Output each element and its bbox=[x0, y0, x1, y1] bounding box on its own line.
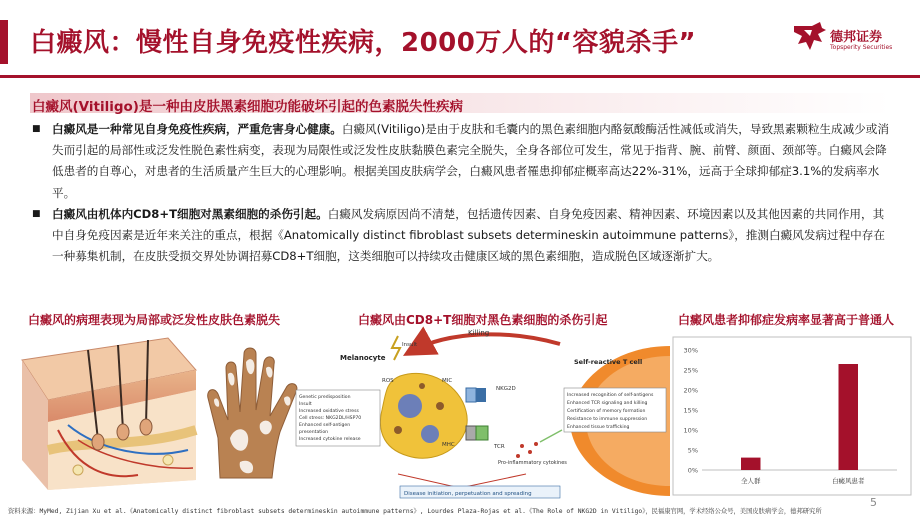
bullet-text: 白癜风(Vitiligo)是由于皮肤和毛囊内的黑色素细胞内酪氨酸酶活性减低或消失，导致黑素颗粒生成减少或消失而引起的局部性或泛发性脱色素性病变，表现为局限性或泛发性皮肤黏膜色素完全脱失，全身各部位可发生，常见于指背、腕、前臂、颜面、颈部等。白癜风会降低患者的自尊心，对患者的生活质量产生巨大的心理影响。根据美国皮肤病学会，白癜风患者罹患抑郁症概率高达22%-31%，远高于全球抑郁症3.1%的发病率水平。 bbox=[52, 122, 889, 200]
depression-rate-bar-chart bbox=[672, 336, 912, 496]
bullet-lead: 白癜风是一种常见自身免疫性疾病，严重危害身心健康。 bbox=[52, 122, 342, 136]
figure-caption-pathology: 白癜风的病理表现为局部或泛发性皮肤色素脱失 bbox=[28, 313, 281, 327]
diagram-left-box-line: presentation bbox=[299, 430, 329, 435]
diagram-left-box-line: Genetic predisposition bbox=[299, 395, 351, 400]
logo-text-en: Topsperity Securities bbox=[830, 44, 893, 51]
logo-text-cn: 德邦证券 bbox=[830, 30, 883, 45]
bullet-lead: 白癜风由机体内CD8+T细胞对黑素细胞的杀伤引起。 bbox=[52, 206, 328, 221]
diagram-bottom-banner: Disease initiation, perpetuation and spreading bbox=[404, 491, 532, 497]
diagram-label-cytokines: Pro-inflammatory cytokines bbox=[498, 460, 567, 466]
square-bullet-icon: ■ bbox=[32, 124, 41, 134]
page-title: 白癜风：慢性自身免疫性疾病，2000万人的“容貌杀手” bbox=[30, 28, 697, 58]
diagram-label-insult: Insult bbox=[402, 342, 418, 348]
diagram-right-box-line: Resistance to immune suppression bbox=[567, 417, 648, 422]
header-divider bbox=[0, 75, 920, 78]
y-tick-label: 30% bbox=[683, 346, 698, 355]
y-tick-label: 20% bbox=[683, 386, 698, 395]
y-tick-label: 15% bbox=[683, 406, 698, 415]
figure-caption-chart: 白癜风患者抑郁症发病率显著高于普通人 bbox=[678, 313, 895, 327]
chart-bar bbox=[839, 364, 859, 470]
diagram-right-box-line: Enhanced TCR signaling and killing bbox=[567, 401, 648, 406]
diagram-left-box-line: Cell stress: NKG2DL/HSP70 bbox=[299, 416, 362, 421]
diagram-left-box-line: Enhanced self-antigen bbox=[299, 423, 351, 428]
diagram-label-mhc: MHC bbox=[442, 442, 455, 448]
y-tick-label: 5% bbox=[687, 446, 698, 455]
chart-bar bbox=[741, 458, 761, 470]
diagram-label-melanocyte: Melanocyte bbox=[340, 354, 386, 362]
company-logo bbox=[792, 20, 892, 60]
bullet-text: 白癜风发病原因尚不清楚，包括遗传因素、自身免疫因素、精神因素、环境因素以及其他因素的共同作用，其中自身免疫因素是近年来关注的重点，根据《Anatomically distinct fibroblast subsets determineskin autoimmune patterns》，推测白癜风发病过程中存在一种募集机制，在皮肤受损交界处协调招募CD8+T细胞，这类细胞可以持续攻击健康区域的黑色素细胞，造成脱色区域逐渐扩大。 bbox=[52, 206, 885, 264]
source-footnote: 资料来源：MyMed, Zijian Xu et al.《Anatomically distinct fibroblast subsets determineskin autoimmune patterns》, Lourdes Plaza-Rojas et al.《The Role of NKG2D in Vitiligo》，民福康官网，学术经络公众号，美国皮肤病学会，德邦研究所 bbox=[8, 508, 822, 515]
chart-frame bbox=[673, 337, 911, 495]
diagram-label-nkg2d: NKG2D bbox=[496, 386, 516, 392]
diagram-left-box-line: Insult bbox=[299, 402, 312, 407]
y-tick-label: 0% bbox=[687, 466, 698, 475]
diagram-right-box-line: Increased recognition of self-antigens bbox=[567, 393, 654, 398]
skin-cross-section-illustration bbox=[18, 330, 200, 492]
section-subtitle: 白癜风(Vitiligo)是一种由皮肤黑素细胞功能破坏引起的色素脱失性疾病 bbox=[32, 99, 463, 115]
diagram-label-ros: ROS bbox=[382, 378, 394, 384]
bullet-paragraph bbox=[32, 204, 892, 268]
square-bullet-icon: ■ bbox=[32, 208, 41, 219]
figure-caption-mechanism: 白癜风由CD8+T细胞对黑色素细胞的杀伤引起 bbox=[358, 313, 608, 327]
x-category-label: 白癜风患者 bbox=[832, 477, 865, 485]
diagram-label-mic: MIC bbox=[442, 378, 453, 384]
title-accent-bar bbox=[0, 20, 8, 64]
diagram-label-t-cell: Self-reactive T cell bbox=[574, 358, 643, 366]
diagram-left-box-line: Increased oxidative stress bbox=[299, 409, 359, 414]
body-text bbox=[32, 119, 892, 267]
diagram-label-tcr: TCR bbox=[494, 444, 505, 450]
diagram-right-box-line: Certification of memory formation bbox=[567, 409, 646, 414]
y-tick-label: 10% bbox=[683, 426, 698, 435]
bullet-paragraph bbox=[32, 119, 892, 204]
page-number: 5 bbox=[870, 496, 877, 509]
y-tick-label: 25% bbox=[683, 366, 698, 375]
cd8-t-cell-mechanism-diagram bbox=[290, 326, 670, 502]
x-category-label: 全人群 bbox=[741, 477, 761, 485]
diagram-right-box-line: Enhanced tissue trafficking bbox=[567, 425, 630, 430]
diagram-label-killing: Killing bbox=[468, 329, 490, 337]
diagram-left-box-line: Increased cytokine release bbox=[299, 437, 361, 442]
logo-mark-icon bbox=[792, 20, 828, 58]
